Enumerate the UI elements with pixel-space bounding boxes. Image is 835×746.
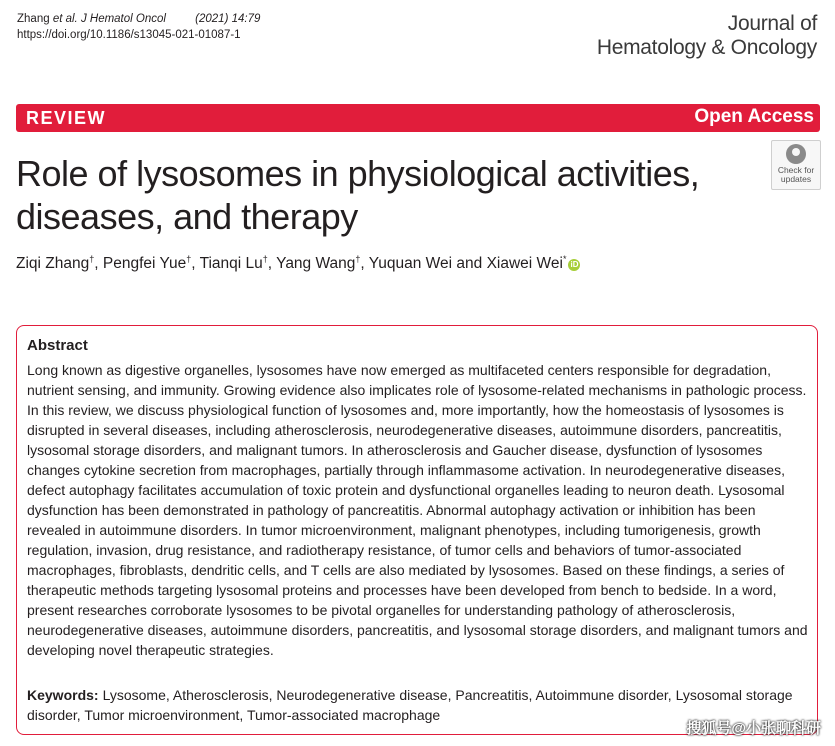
author-separator: , (267, 255, 277, 273)
author-separator: and (452, 255, 487, 273)
journal-name (597, 12, 817, 60)
watermark: 搜狐号@小张聊科研 (686, 720, 821, 737)
citation-authors: Zhang (17, 13, 50, 25)
author-name[interactable]: Tianqi Lu (199, 255, 263, 273)
author-name[interactable]: Yang Wang (276, 255, 356, 273)
citation-journal: et al. J Hematol Oncol (52, 13, 166, 25)
author-separator: , (360, 255, 369, 273)
author-separator: , (94, 255, 103, 273)
abstract-text: Long known as digestive organelles, lysosomes have now emerged as multifaceted centers responsible for degradation, nutrient sensing, and immunity. Growing evidence also implicates role of lysosome-related mechanisms in pathologic process. In this review, we discuss physiological function of lysosomes and, more importantly, how the homeostasis of lysosomes is disrupted in several diseases, including atherosclerosis, neurodegenerative diseases, autoimmune disorders, pancreatitis, lysosomal storage disorders, and malignant tumors. In atherosclerosis and Gaucher disease, dysfunction of lysosomes changes cytokine secretion from macrophages, partially through inflammasome activation. In neurodegenerative diseases, defect autophagy facilitates accumulation of toxic protein and dysfunctional organelles leading to neuron death. Lysosomal dysfunction has been demonstrated in pathology of pancreatitis. Abnormal autophagy activation or inhibition has been revealed in autoimmune disorders. In tumor microenvironment, malignant phenotypes, including tumorigenesis, growth regulation, invasion, drug resistance, and radiotherapy resistance, of tumor cells and behaviors of tumor-associated macrophages, fibroblasts, dendritic cells, and T cells are also mediated by lysosomes. Based on these findings, a series of therapeutic methods targeting lysosomal proteins and processes have been developed from bench to bedside. In a word, present researches corroborate lysosomes to be pivotal organelles for understanding pathology of atherosclerosis, neurodegenerative diseases, autoimmune disorders, pancreatitis, and lysosomal storage disorders, and malignant tumors and developing novel therapeutic strategies. (27, 362, 808, 658)
citation-year: (2021) 14:79 (195, 13, 261, 25)
orcid-icon[interactable]: iD (570, 260, 579, 270)
author-mark: † (262, 254, 268, 264)
keywords-label: Keywords: (27, 687, 99, 703)
article-type-banner (16, 104, 820, 132)
open-access-label: Open Access (694, 106, 814, 127)
article-title: Role of lysosomes in physiological activities, diseases, and therapy (16, 153, 700, 237)
author-list (16, 254, 580, 273)
journal-line-2: Hematology & Oncology (596, 36, 817, 59)
author-separator: , (191, 255, 200, 273)
check-updates-icon (786, 144, 806, 164)
author-mark: † (186, 254, 192, 264)
article-type: REVIEW (26, 108, 107, 128)
check-for-updates-button[interactable] (771, 140, 821, 190)
author-mark: † (355, 254, 361, 264)
check-updates-line-2: updates (780, 174, 812, 184)
citation-line (17, 11, 260, 27)
keywords-list: Lysosome, Atherosclerosis, Neurodegenerative disease, Pancreatitis, Autoimmune disorder, Lysosomal storage disorder, Tumor microenvironment, Tumor-associated macrophage (27, 687, 793, 723)
check-updates-text (772, 166, 820, 184)
check-updates-line-1: Check for (777, 165, 815, 175)
author-name[interactable]: Ziqi Zhang (16, 255, 90, 273)
abstract-box (16, 325, 818, 735)
abstract-heading: Abstract (27, 337, 88, 354)
author-name[interactable]: Xiawei Wei (486, 255, 563, 273)
author-name[interactable]: Pengfei Yue (102, 255, 187, 273)
doi-link[interactable]: https://doi.org/10.1186/s13045-021-01087-1 (17, 29, 241, 41)
citation-block (17, 11, 260, 43)
journal-line-1: Journal of (727, 12, 817, 35)
author-name[interactable]: Yuquan Wei (368, 255, 453, 273)
author-mark: † (89, 254, 95, 264)
author-mark: * (562, 254, 567, 264)
